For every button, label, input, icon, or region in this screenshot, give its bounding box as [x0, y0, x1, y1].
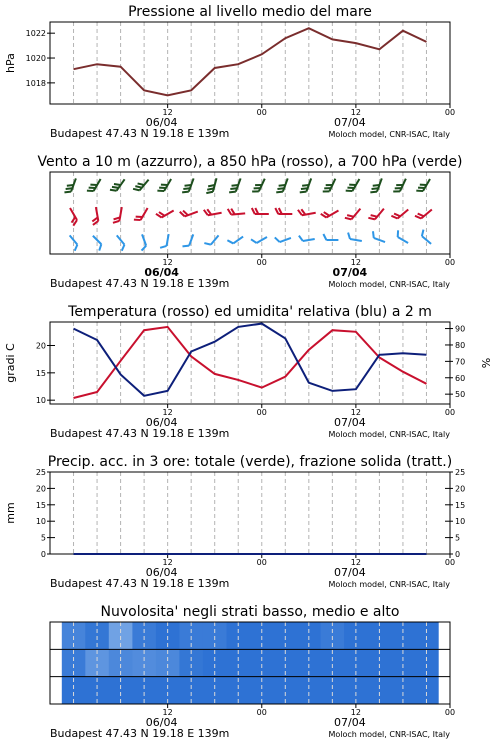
date-label: 06/04 [145, 416, 178, 429]
x-tick-label: 00 [256, 258, 267, 267]
barb-flag [182, 190, 189, 195]
date-label: 07/04 [334, 716, 366, 729]
barb-flag [420, 230, 426, 237]
panel-title: Temperatura (rosso) ed umidita' relativa (blu) a 2 m [68, 304, 432, 320]
barb-flag [157, 188, 164, 194]
y-tick-label: 20 [455, 484, 466, 494]
x-tick-label: 12 [162, 258, 173, 267]
barb-flag [206, 190, 213, 194]
wind-barb-850hpa [180, 206, 198, 217]
y-tick-label: 25 [35, 468, 46, 477]
model-credit: Moloch model, CNR-ISAC, Italy [328, 580, 450, 589]
model-credit: Moloch model, CNR-ISAC, Italy [328, 280, 450, 289]
y-tick-label: 15 [35, 500, 46, 510]
location-line: Budapest 47.43 N 19.18 E 139m [50, 427, 230, 440]
wind-barb-850hpa [298, 207, 316, 216]
barb-flag [370, 190, 377, 195]
x-tick-label: 12 [350, 558, 361, 567]
barb-flag [323, 234, 326, 240]
barb-flag [64, 190, 71, 195]
barb-flag [252, 189, 259, 194]
location-line: Budapest 47.43 N 19.18 E 139m [50, 577, 230, 590]
barb-flag [204, 241, 211, 247]
y-tick-label: 90 [455, 324, 466, 334]
wind-barb-10m [323, 234, 338, 240]
x-tick-label: 12 [350, 708, 361, 717]
barb-shaft [303, 239, 315, 241]
wind-barb-10m [347, 233, 363, 242]
wind-barb-10m [136, 234, 147, 250]
y-tick-label: 70 [455, 357, 466, 367]
wind-barb-850hpa [391, 205, 408, 221]
model-credit: Moloch model, CNR-ISAC, Italy [328, 730, 450, 739]
wind-barb-10m [251, 232, 267, 245]
panel-frame [50, 22, 450, 104]
y-tick-label: 25 [455, 468, 466, 477]
y-tick-label: 20 [35, 341, 46, 351]
wind-barb-700hpa [276, 176, 287, 194]
y-tick-label: 5 [455, 533, 461, 543]
barb-flag [300, 190, 307, 195]
y-tick-label: 20 [35, 484, 46, 494]
location-line: Budapest 47.43 N 19.18 E 139m [50, 277, 230, 290]
barb-flag [227, 239, 233, 246]
panel-title: Nuvolosita' negli strati basso, medio e alto [100, 604, 400, 620]
panel-1 [50, 172, 450, 258]
x-tick-label: 00 [256, 108, 267, 117]
wind-barb-700hpa [87, 176, 101, 194]
x-tick-label: 12 [350, 408, 361, 417]
y-tick-label: 5 [40, 533, 46, 543]
x-tick-label: 12 [162, 108, 173, 117]
wind-barb-700hpa [346, 176, 360, 194]
wind-barb-10m [420, 230, 435, 244]
y-tick-label: 80 [455, 340, 466, 350]
wind-barb-850hpa [275, 208, 292, 214]
wind-barb-700hpa [182, 176, 193, 194]
x-tick-label: 12 [162, 708, 173, 717]
date-label: 06/04 [145, 116, 178, 129]
x-tick-label: 12 [350, 258, 361, 267]
barb-flag [323, 189, 330, 194]
barb-flag [113, 220, 119, 224]
y-axis-label: gradi C [4, 343, 17, 383]
y-axis-label-right: % [480, 357, 493, 369]
y-tick-label: 1018 [25, 78, 46, 88]
barb-shaft [167, 234, 169, 246]
x-tick-label: 00 [444, 258, 456, 267]
barb-flag [275, 208, 278, 214]
y-axis-label: mm [4, 502, 17, 524]
panel-frame [50, 472, 450, 554]
wind-barb-850hpa [321, 205, 339, 219]
wind-barb-10m [112, 235, 126, 250]
panel-title: Vento a 10 m (azzurro), a 850 hPa (rosso), a 700 hPa (verde) [37, 154, 463, 170]
x-tick-label: 12 [162, 558, 173, 567]
wind-barb-850hpa [134, 205, 148, 223]
y-tick-label: 60 [455, 373, 466, 383]
x-tick-label: 12 [162, 408, 173, 417]
x-tick-label: 12 [350, 108, 361, 117]
barb-flag [251, 238, 257, 245]
x-tick-label: 00 [444, 708, 456, 717]
date-label: 06/04 [145, 566, 178, 579]
panel-3 [50, 472, 450, 558]
wind-barb-700hpa [133, 176, 149, 193]
wind-barb-700hpa [252, 176, 265, 194]
wind-barb-700hpa [416, 176, 430, 194]
barb-flag [182, 244, 189, 249]
barb-flag [393, 189, 400, 194]
wind-barb-850hpa [228, 207, 245, 214]
wind-barb-10m [275, 232, 291, 243]
barb-flag [275, 236, 280, 243]
wind-barb-850hpa [65, 208, 79, 226]
x-tick-label: 00 [256, 408, 267, 417]
wind-barb-850hpa [368, 205, 384, 222]
barb-flag [371, 231, 376, 238]
model-credit: Moloch model, CNR-ISAC, Italy [328, 430, 450, 439]
date-label: 07/04 [334, 116, 366, 129]
barb-flag [346, 188, 353, 194]
barb-flag [395, 230, 401, 237]
panel-title: Pressione al livello medio del mare [128, 4, 372, 20]
y-tick-label: 50 [455, 390, 466, 400]
wind-barb-700hpa [323, 176, 336, 194]
wind-barb-10m [182, 232, 193, 248]
y-tick-label: 0 [455, 550, 461, 559]
wind-barb-700hpa [229, 176, 240, 194]
barb-shaft [350, 239, 362, 241]
wind-barb-10m [227, 232, 243, 246]
y-tick-label: 15 [35, 368, 46, 378]
y-tick-label: 1022 [25, 29, 46, 39]
wind-barb-850hpa [252, 208, 269, 214]
y-tick-label: 1020 [25, 54, 46, 64]
barb-flag [134, 217, 141, 223]
wind-barb-850hpa [345, 205, 361, 222]
barb-flag [299, 235, 303, 241]
y-tick-label: 15 [455, 500, 466, 510]
date-label: 07/04 [334, 416, 366, 429]
barb-flag [229, 190, 236, 195]
y-tick-label: 10 [35, 396, 46, 406]
pressure-series [74, 28, 427, 95]
wind-barb-700hpa [393, 176, 406, 194]
wind-barb-700hpa [64, 176, 75, 194]
y-tick-label: 0 [40, 550, 46, 559]
barb-flag [276, 190, 283, 195]
date-label: 07/04 [334, 566, 366, 579]
x-tick-label: 00 [256, 708, 267, 717]
barb-flag [160, 245, 166, 249]
barb-flag [87, 188, 94, 194]
location-line: Budapest 47.43 N 19.18 E 139m [50, 727, 230, 740]
x-tick-label: 00 [444, 558, 456, 567]
wind-barb-10m [299, 233, 315, 242]
wind-barb-850hpa [204, 207, 222, 216]
barb-flag [97, 244, 103, 250]
barb-flag [347, 233, 351, 239]
model-credit: Moloch model, CNR-ISAC, Italy [328, 130, 450, 139]
humidity-series [74, 324, 427, 396]
wind-barb-850hpa [415, 205, 432, 221]
y-tick-label: 10 [35, 517, 46, 527]
date-label: 06/04 [145, 716, 178, 729]
wind-barb-850hpa [156, 205, 174, 219]
wind-barb-10m [89, 236, 104, 251]
y-axis-label: hPa [4, 53, 17, 73]
barb-flag [416, 188, 423, 194]
barb-shaft [119, 207, 121, 221]
date-label: 07/04 [332, 266, 368, 279]
x-tick-label: 00 [444, 408, 456, 417]
wind-barb-700hpa [110, 176, 125, 193]
date-label: 06/04 [144, 266, 179, 279]
barb-flag [252, 208, 255, 214]
wind-barb-10m [65, 235, 79, 250]
y-tick-label: 10 [455, 517, 466, 527]
panel-title: Precip. acc. in 3 ore: totale (verde), frazione solida (tratt.) [47, 454, 453, 470]
wind-barb-700hpa [157, 176, 171, 194]
wind-barb-700hpa [300, 176, 311, 194]
x-tick-label: 00 [444, 108, 456, 117]
location-line: Budapest 47.43 N 19.18 E 139m [50, 127, 230, 140]
x-tick-label: 00 [256, 558, 267, 567]
panel-frame [50, 172, 450, 254]
wind-barb-10m [204, 232, 218, 247]
wind-barb-700hpa [370, 176, 381, 194]
